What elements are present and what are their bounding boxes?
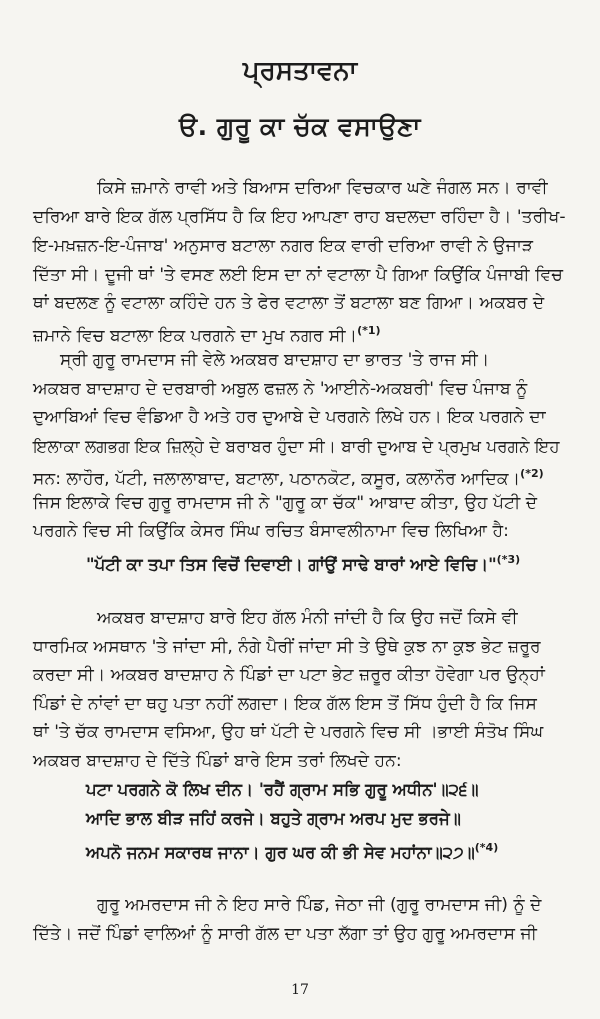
text-line: ਕਿਸੇ ਜ਼ਮਾਨੇ ਰਾਵੀ ਅਤੇ ਬਿਆਸ ਦਰਿਆ ਵਿਚਕਾਰ ਘਣੇ ਜੰਗਲ ਸਨ। ਰਾਵੀ bbox=[97, 178, 548, 198]
footnote-ref: (*3) bbox=[496, 553, 521, 566]
text-line: ਦਿੱਤੇ। ਜਦੋਂ ਪਿੰਡਾਂ ਵਾਲਿਆਂ ਨੂੰ ਸਾਰੀ ਗੱਲ ਦਾ ਪਤਾ ਲੱਗਾ ਤਾਂ ਉਹ ਗੁਰੂ ਅਮਰਦਾਸ ਜੀ bbox=[33, 924, 537, 944]
footnote-ref: (*1) bbox=[357, 324, 381, 337]
footnote-ref: (*2) bbox=[520, 467, 544, 480]
page-number: 17 bbox=[291, 982, 309, 998]
page-heading: ਪ੍ਰਸਤਾਵਨਾ bbox=[242, 56, 358, 86]
text-run: "ਪੱਟੀ ਕਾ ਤਪਾ ਤਿਸ ਵਿਚੋਂ ਦਿਵਾਈ। ਗਾਂਉਂ ਸਾਢੇ ਬਾਰਾਂ ਆਏ ਵਿਚਿ।" bbox=[86, 555, 497, 574]
footnote-ref: (*4) bbox=[474, 841, 499, 854]
text-line: ਜਿਸ ਇਲਾਕੇ ਵਿਚ ਗੁਰੂ ਰਾਮਦਾਸ ਜੀ ਨੇ "ਗੁਰੂ ਕਾ ਚੱਕ" ਆਬਾਦ ਕੀਤਾ, ਉਹ ਪੱਟੀ ਦੇ bbox=[33, 493, 538, 513]
text-run: ਜ਼ਮਾਨੇ ਵਿਚ ਬਟਾਲਾ ਇਕ ਪਰਗਨੇ ਦਾ ਮੁਖ ਨਗਰ ਸੀ। bbox=[33, 326, 358, 346]
text-line: ਪਿੰਡਾਂ ਦੇ ਨਾਂਵਾਂ ਦਾ ਥਹੁ ਪਤਾ ਨਹੀਂ ਲਗਦਾ। ਇਕ ਗੱਲ ਇਸ ਤੋਂ ਸਿੱਧ ਹੁੰਦੀ ਹੈ ਕਿ ਜਿਸ bbox=[33, 694, 537, 714]
text-line: ਦਰਿਆ ਬਾਰੇ ਇਕ ਗੱਲ ਪ੍ਰਸਿੱਧ ਹੈ ਕਿ ਇਹ ਆਪਣਾ ਰਾਹ ਬਦਲਦਾ ਰਹਿੰਦਾ ਹੈ। 'ਤਰੀਖ- bbox=[33, 207, 566, 227]
verse-line: ਪਟਾ ਪਰਗਨੇ ਕੋ ਲਿਖ ਦੀਨ। 'ਰਹੈਂ ਗ੍ਰਾਮ ਸਭਿ ਗੁਰੂ ਅਧੀਨ'॥੨੬॥ bbox=[86, 780, 479, 799]
text-line: ਦੁਆਬਿਆਂ ਵਿਚ ਵੰਡਿਆ ਹੈ ਅਤੇ ਹਰ ਦੁਆਬੇ ਦੇ ਪਰਗਨੇ ਲਿਖੇ ਹਨ। ਇਕ ਪਰਗਨੇ ਦਾ bbox=[33, 407, 546, 427]
text-line: ਥਾਂ 'ਤੇ ਚੱਕ ਰਾਮਦਾਸ ਵਸਿਆ, ਉਹ ਥਾਂ ਪੱਟੀ ਦੇ ਪਰਗਨੇ ਵਿਚ ਸੀ ।ਭਾਈ ਸੰਤੋਖ ਸਿੰਘ bbox=[33, 722, 544, 742]
section-heading: ੳ. ਗੁਰੂ ਕਾ ਚੱਕ ਵਸਾਉਣਾ bbox=[179, 112, 421, 141]
text-line bbox=[33, 320, 381, 347]
text-line: ਸ੍ਰੀ ਗੁਰੂ ਰਾਮਦਾਸ ਜੀ ਵੇਲੇ ਅਕਬਰ ਬਾਦਸ਼ਾਹ ਦਾ ਭਾਰਤ 'ਤੇ ਰਾਜ ਸੀ। bbox=[60, 350, 490, 370]
text-line: ਅਕਬਰ ਬਾਦਸ਼ਾਹ ਬਾਰੇ ਇਹ ਗੱਲ ਮੰਨੀ ਜਾਂਦੀ ਹੈ ਕਿ ਉਹ ਜਦੋਂ ਕਿਸੇ ਵੀ bbox=[97, 608, 518, 628]
verse-line bbox=[86, 837, 498, 864]
text-line: ਧਾਰਮਿਕ ਅਸਥਾਨ 'ਤੇ ਜਾਂਦਾ ਸੀ, ਨੰਗੇ ਪੈਰੀਂ ਜਾਂਦਾ ਸੀ ਤੇ ਉਥੇ ਕੁਝ ਨਾ ਕੁਝ ਭੇਟ ਜ਼ਰੂਰ bbox=[33, 637, 541, 657]
verse-line: ਆਦਿ ਭਾਲ ਬੀੜ ਜਹਿਂ ਕਰਜੇ। ਬਹੁਤੇ ਗ੍ਰਾਮ ਅਰਪ ਮੁਦ ਭਰਜੇ॥ bbox=[86, 809, 461, 828]
text-line: ਗੁਰੂ ਅਮਰਦਾਸ ਜੀ ਨੇ ਇਹ ਸਾਰੇ ਪਿੰਡ, ਜੇਠਾ ਜੀ (ਗੁਰੂ ਰਾਮਦਾਸ ਜੀ) ਨੂੰ ਦੇ bbox=[97, 895, 542, 915]
text-line: ਇ-ਮਖ਼ਜ਼ਨ-ਇ-ਪੰਜਾਬ' ਅਨੁਸਾਰ ਬਟਾਲਾ ਨਗਰ ਇਕ ਵਾਰੀ ਦਰਿਆ ਰਾਵੀ ਨੇ ਉਜਾੜ bbox=[33, 236, 534, 256]
text-run: ਅਪਨੋ ਜਨਮ ਸਕਾਰਥ ਜਾਨਾ। ਗੁਰ ਘਰ ਕੀ ਭੀ ਸੇਵ ਮਹਾਂਨਾ॥੨੭॥ bbox=[86, 843, 475, 862]
text-line: ਇਲਾਕਾ ਲਗਭਗ ਇਕ ਜ਼ਿਲ੍ਹੇ ਦੇ ਬਰਾਬਰ ਹੁੰਦਾ ਸੀ। ਬਾਰੀ ਦੁਆਬ ਦੇ ਪ੍ਰਮੁਖ ਪਰਗਨੇ ਇਹ bbox=[33, 436, 560, 456]
quote-line bbox=[86, 549, 520, 576]
text-run: ਸਨ: ਲਾਹੌਰ, ਪੱਟੀ, ਜਲਾਲਾਬਾਦ, ਬਟਾਲਾ, ਪਠਾਨਕੋਟ, ਕਸੂਰ, ਕਲਾਨੌਰ ਆਦਿਕ। bbox=[33, 469, 521, 489]
text-line: ਕਰਦਾ ਸੀ। ਅਕਬਰ ਬਾਦਸ਼ਾਹ ਨੇ ਪਿੰਡਾਂ ਦਾ ਪਟਾ ਭੇਟ ਜ਼ਰੂਰ ਕੀਤਾ ਹੋਵੇਗਾ ਪਰ ਉਨ੍ਹਾਂ bbox=[33, 665, 545, 685]
text-line: ਥਾਂ ਬਦਲਣ ਨੂੰ ਵਟਾਲਾ ਕਹਿੰਦੇ ਹਨ ਤੇ ਫੇਰ ਵਟਾਲਾ ਤੋਂ ਬਟਾਲਾ ਬਣ ਗਿਆ। ਅਕਬਰ ਦੇ bbox=[33, 293, 545, 313]
text-line: ਪਰਗਨੇ ਵਿਚ ਸੀ ਕਿਉਂਕਿ ਕੇਸਰ ਸਿੰਘ ਰਚਿਤ ਬੰਸਾਵਲੀਨਾਮਾ ਵਿਚ ਲਿਖਿਆ ਹੈ: bbox=[33, 521, 509, 541]
text-line: ਦਿੱਤਾ ਸੀ। ਦੂਜੀ ਥਾਂ 'ਤੇ ਵਸਣ ਲਈ ਇਸ ਦਾ ਨਾਂ ਵਟਾਲਾ ਪੈ ਗਿਆ ਕਿਉਂਕਿ ਪੰਜਾਬੀ ਵਿਚ bbox=[33, 265, 563, 285]
text-line: ਅਕਬਰ ਬਾਦਸ਼ਾਹ ਦੇ ਦਿੱਤੇ ਪਿੰਡਾਂ ਬਾਰੇ ਇਸ ਤਰਾਂ ਲਿਖਦੇ ਹਨ: bbox=[33, 751, 402, 771]
text-line: ਅਕਬਰ ਬਾਦਸ਼ਾਹ ਦੇ ਦਰਬਾਰੀ ਅਬੁਲ ਫਜ਼ਲ ਨੇ 'ਆਈਨੇ-ਅਕਬਰੀ' ਵਿਚ ਪੰਜਾਬ ਨੂੰ bbox=[33, 379, 528, 399]
text-line bbox=[33, 463, 544, 490]
